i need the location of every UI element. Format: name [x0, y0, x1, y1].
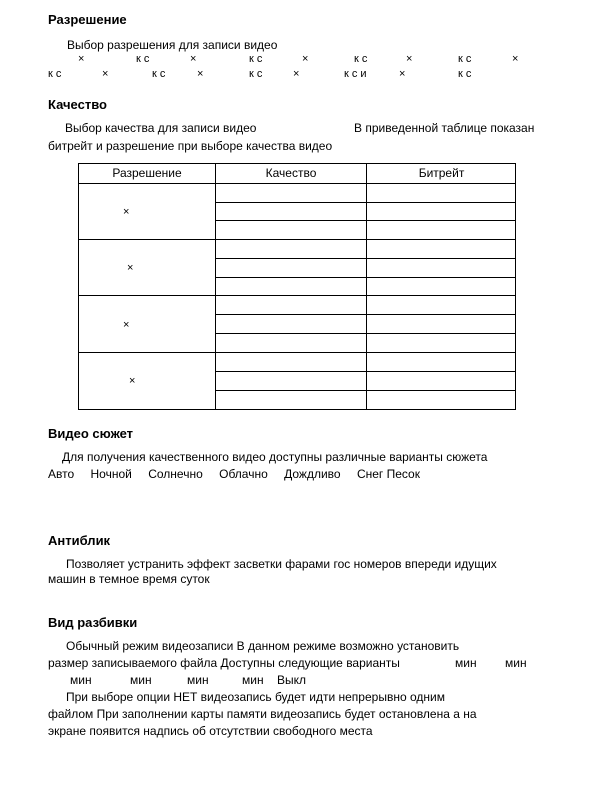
quality-heading: Качество	[48, 97, 107, 112]
split-option: мин	[187, 673, 209, 687]
resolution-option: ×	[399, 68, 406, 80]
resolution-option: ×	[78, 53, 85, 65]
resolution-option: к с	[152, 68, 166, 80]
table-group-line	[79, 295, 515, 296]
split-text-6: экране появится надпись об отсутствии свободного места	[48, 724, 373, 738]
split-option: мин	[70, 673, 92, 687]
resolution-heading: Разрешение	[48, 12, 127, 27]
resolution-option: ×	[406, 53, 413, 65]
resolution-option: к с	[458, 68, 472, 80]
quality-text-2: битрейт и разрешение при выборе качества видео	[48, 139, 333, 153]
split-option: мин	[505, 656, 527, 670]
resolution-option: ×	[190, 53, 197, 65]
resolution-option: к с	[48, 68, 62, 80]
antiglare-text-2: машин в темное время суток	[48, 572, 210, 586]
table-row-line	[215, 220, 515, 221]
scene-option-night: Ночной	[90, 467, 132, 481]
split-option-off: Выкл	[277, 673, 307, 687]
table-row-line	[215, 258, 515, 259]
resolution-row-1	[0, 53, 606, 67]
antiglare-text-1: Позволяет устранить эффект засветки фарами гос номеров впереди идущих	[66, 557, 497, 571]
scene-option-snow-sand: Снег Песок	[356, 467, 420, 481]
scene-options	[48, 467, 420, 481]
split-text-2: размер записываемого файла Доступны следующие варианты	[48, 656, 400, 670]
split-text-1: Обычный режим видеозаписи В данном режиме возможно установить	[66, 639, 460, 653]
table-row-line	[215, 277, 515, 278]
antiglare-heading: Антиблик	[48, 533, 111, 548]
split-text-4: При выборе опции НЕТ видеозапись будет идти непрерывно одним	[66, 690, 445, 704]
table-divider	[366, 164, 367, 409]
split-option: мин	[130, 673, 152, 687]
resolution-option: к с и	[344, 68, 367, 80]
table-row-line	[215, 333, 515, 334]
table-row-line	[215, 314, 515, 315]
table-header-bitrate: Битрейт	[418, 166, 465, 180]
resolution-option: ×	[302, 53, 309, 65]
table-resolution-cell: ×	[123, 319, 130, 331]
table-row-line	[215, 202, 515, 203]
resolution-option: ×	[197, 68, 204, 80]
scene-option-sunny: Солнечно	[148, 467, 203, 481]
resolution-option: ×	[102, 68, 109, 80]
table-resolution-cell: ×	[123, 206, 130, 218]
scene-text: Для получения качественного видео доступны различные варианты сюжета	[62, 450, 488, 464]
scene-option-auto: Авто	[48, 467, 75, 481]
resolution-option: к с	[354, 53, 368, 65]
split-text-5: файлом При заполнении карты памяти видеозапись будет остановлена а на	[48, 707, 477, 721]
scene-option-rainy: Дождливо	[284, 467, 341, 481]
table-row-line	[215, 371, 515, 372]
resolution-intro: Выбор разрешения для записи видео	[67, 38, 278, 52]
split-heading: Вид разбивки	[48, 615, 138, 630]
quality-text-left: Выбор качества для записи видео	[65, 121, 257, 135]
resolution-option: к с	[249, 68, 263, 80]
resolution-option: ×	[512, 53, 519, 65]
table-resolution-cell: ×	[129, 375, 136, 387]
table-divider	[215, 164, 216, 409]
table-header-resolution: Разрешение	[112, 166, 182, 180]
table-row-line	[215, 390, 515, 391]
resolution-option: ×	[293, 68, 300, 80]
table-group-line	[79, 239, 515, 240]
quality-text-right: В приведенной таблице показан	[354, 121, 535, 135]
split-options-row	[0, 673, 606, 687]
resolution-option: к с	[249, 53, 263, 65]
resolution-option: к с	[136, 53, 150, 65]
table-header-quality: Качество	[265, 166, 317, 180]
split-option: мин	[242, 673, 264, 687]
split-option: мин	[455, 656, 477, 670]
table-header-line	[79, 183, 515, 184]
table-resolution-cell: ×	[127, 262, 134, 274]
resolution-row-2	[0, 68, 606, 82]
resolution-option: к с	[458, 53, 472, 65]
quality-table	[78, 163, 516, 410]
scene-option-cloudy: Облачно	[219, 467, 268, 481]
scene-heading: Видео сюжет	[48, 426, 134, 441]
table-group-line	[79, 352, 515, 353]
